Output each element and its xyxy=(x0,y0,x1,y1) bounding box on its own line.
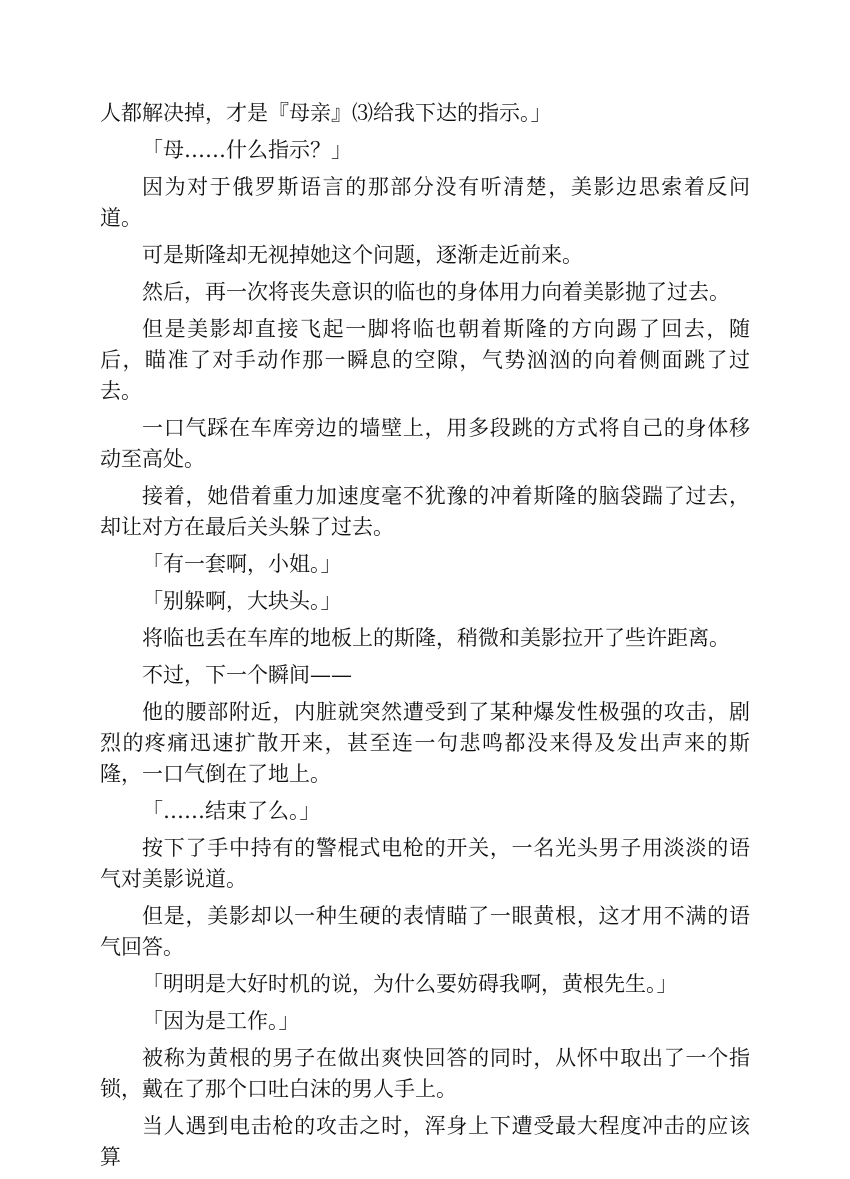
document-page xyxy=(100,98,750,1179)
paragraph: 「明明是大好时机的说，为什么要妨碍我啊，黄根先生。」 xyxy=(142,972,678,996)
paragraph: 他的腰部附近，内脏就突然遭受到了某种爆发性极强的攻击，剧烈的疼痛迅速扩散开来，甚至连一句悲鸣都没来得及发出声来的斯隆，一口气倒在了地上。 xyxy=(100,700,750,786)
paragraph: 因为对于俄罗斯语言的那部分没有听清楚，美影边思索着反问道。 xyxy=(100,175,750,230)
paragraph: 一口气踩在车库旁边的墙壁上，用多段跳的方式将自己的身体移动至高处。 xyxy=(100,416,750,471)
paragraph: 但是美影却直接飞起一脚将临也朝着斯隆的方向踢了回去，随后，瞄准了对手动作那一瞬息的空隙，气势汹汹的向着侧面跳了过去。 xyxy=(100,317,750,403)
paragraph: 然后，再一次将丧失意识的临也的身体用力向着美影抛了过去。 xyxy=(142,280,730,304)
paragraph: 不过，下一个瞬间—— xyxy=(142,663,352,687)
paragraph: 「因为是工作。」 xyxy=(142,1009,300,1033)
paragraph: 「……结束了么。」 xyxy=(142,799,321,823)
paragraph: 人都解决掉，才是『母亲』⑶给我下达的指示。」 xyxy=(100,101,552,125)
paragraph: 被称为黄根的男子在做出爽快回答的同时，从怀中取出了一个指锁，戴在了那个口吐白沫的男人手上。 xyxy=(100,1046,750,1101)
paragraph: 「别躲啊，大块头。」 xyxy=(142,589,342,613)
paragraph: 「有一套啊，小姐。」 xyxy=(142,552,342,576)
paragraph: 可是斯隆却无视掉她这个问题，逐渐走近前来。 xyxy=(142,243,583,267)
paragraph: 按下了手中持有的警棍式电枪的开关，一名光头男子用淡淡的语气对美影说道。 xyxy=(100,836,750,891)
paragraph: 接着，她借着重力加速度毫不犹豫的冲着斯隆的脑袋踹了过去，却让对方在最后关头躲了过去。 xyxy=(100,484,750,539)
paragraph: 「母……什么指示？」 xyxy=(142,138,352,162)
paragraph: 当人遇到电击枪的攻击之时，浑身上下遭受最大程度冲击的应该算 xyxy=(100,1114,750,1169)
paragraph: 将临也丢在车库的地板上的斯隆，稍微和美影拉开了些许距离。 xyxy=(142,626,730,650)
paragraph: 但是，美影却以一种生硬的表情瞄了一眼黄根，这才用不满的语气回答。 xyxy=(100,904,750,959)
